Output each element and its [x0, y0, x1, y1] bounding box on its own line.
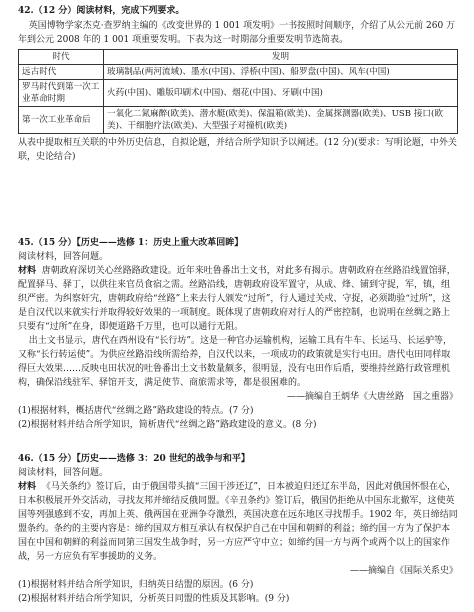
q42-intro: 英国博物学家杰克·查罗纳主编的《改变世界的 1 001 项发明》一书按照时间顺序，介绍了从公元前 260 万年到公元 2008 年的 1 001 项重要发明。下表为这一时期部分重要发明节选简表。: [18, 21, 456, 45]
table-header-row: [19, 50, 458, 65]
q45-source: ——摘编自王炳华《大唐丝路 国之重器》: [286, 392, 458, 402]
q46-prompt: 阅读材料，回答问题。: [18, 468, 109, 478]
table-row: [19, 80, 458, 107]
q42-header: 42.（12 分）阅读材料，完成下列要求。: [18, 6, 185, 16]
table-header-era: 时代: [19, 50, 104, 65]
q46-material-p1: [18, 480, 458, 564]
q46-question-1: (1)根据材料并结合所学知识，归纳英日结盟的原因。(6 分): [18, 580, 254, 590]
q45-material-p1: [18, 264, 458, 334]
table-cell-era: 远古时代: [19, 65, 104, 80]
question-42: [18, 4, 458, 164]
q45-question-1: (1)根据材料，概括唐代“丝绸之路”路政建设的特点。(7 分): [18, 406, 254, 416]
material-label: 材料: [18, 266, 37, 276]
inventions-table: [18, 49, 458, 134]
q46-question-2: (2)根据材料并结合所学知识，分析英日同盟的性质及其影响。(9 分): [18, 594, 290, 604]
table-cell-era: 罗马时代到第一次工业革命时期: [19, 80, 104, 107]
table-cell-invention: 一氧化二氮麻醉(欧美)、潜水艇(欧美)、保温箱(欧美)、金属探测器(欧美)、USB 接口(欧美)、干细胞疗法(欧美)、大型强子对撞机(欧美): [104, 107, 458, 134]
q45-header: 45.（15 分）【历史——选修 1：历史上重大改革回眸】: [18, 238, 244, 248]
question-45: [18, 236, 458, 432]
table-cell-invention: 火药(中国)、雕版印刷术(中国)、烟花(中国)、牙刷(中国): [104, 80, 458, 107]
q42-task: 从表中提取相互关联的中外历史信息，自拟论题，并结合所学知识予以阐述。(12 分)(要求：写明论题，中外关联，史论结合): [18, 138, 457, 162]
table-cell-era: 第一次工业革命后: [19, 107, 104, 134]
q45-material-p2: 出土文书显示，唐代在西州设有“长行坊”。这是一种官办运输机构，运输工具有牛车、长运马、长运驴等，又称“长行转运使”。为供应丝路沿线所需给养，自汉代以来，一项成功的政策就是实行屯田。唐代屯田同样取得巨大效果……反映屯田状况的吐鲁番出土文书数量颇多，很明显，没有屯田作后盾，要维持丝路行政管理机构，确保沿线驻军、驿馆开支，满足使节、商旅需求等，都是很困难的。: [18, 336, 453, 388]
q45-question-2: (2)根据材料并结合所学知识，简析唐代“丝绸之路”路政建设的意义。(8 分): [18, 420, 317, 430]
table-row: [19, 65, 458, 80]
material-label: 材料: [18, 482, 37, 492]
q46-header: 46.（15 分）【历史——选修 3：20 世纪的战争与和平】: [18, 454, 250, 464]
table-header-invention: 发明: [104, 50, 458, 65]
material-text: 《马关条约》签订后，由于俄国带头搞“三国干涉还辽”，日本被迫归还辽东半岛，因此对俄国怀恨在心，日本积极展开外交活动，寻找友邦并缔结反俄同盟。《辛丑条约》签订后，俄国仍拒绝从中国东北撤军，这使英国等列强感到不安，再加上英、俄两国在亚洲争夺激烈，英国决意在远东地区寻找帮手。1902 年，英日缔结同盟条约。条约的主要内容是：缔约国双方相互承认有权保护自己在中国和朝鲜的利益；缔约国一方为了保护本国在中国和朝鲜的利益而同第三国发生战争时，另一方应严守中立；如缔约国一方与两个或两个以上的国家作战，另一方应负有军事援助的义务。: [18, 482, 458, 562]
q45-prompt: 阅读材料，回答问题。: [18, 252, 109, 262]
table-row: [19, 107, 458, 134]
table-cell-invention: 玻璃制品(两河流域)、墨水(中国)、浮桥(中国)、船罗盘(中国)、风车(中国): [104, 65, 458, 80]
material-text: 唐朝政府深切关心丝路路政建设。近年来吐鲁番出土文书，对此多有揭示。唐朝政府在丝路沿线置馆驿，配置驿马、驿丁，以供往来官员食宿之需。丝路沿线，唐朝政府设军置守，从成、烽、铺到守捉，军，镇，组织严密。为纠察奸宄，唐朝政府给“丝路”上来去行人颁发“过所”，行人通过关戍、守捉，必须勘验“过所”，这是自汉代以来就实行并取得较好效果的一项制度。既体现了唐朝政府对行人的严密控制，也说明在丝绸之路上只要有“过所”在身，即便道路千万里，也可以通行无阻。: [18, 266, 456, 332]
q46-source: ——摘编自《国际关系史》: [349, 566, 458, 576]
question-46: [18, 452, 458, 606]
